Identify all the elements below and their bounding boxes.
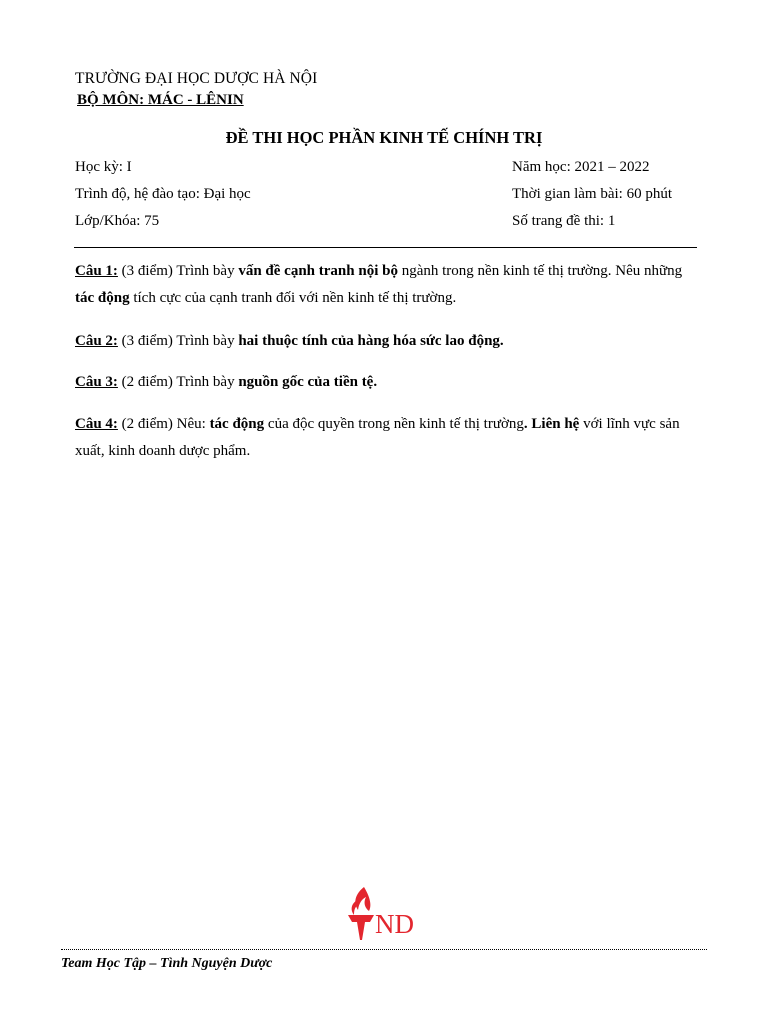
meta-right-column [512,157,672,238]
department-name: BỘ MÔN: MÁC - LÊNIN [77,92,244,108]
school-name: TRƯỜNG ĐẠI HỌC DƯỢC HÀ NỘI [75,70,318,87]
school-year: Năm học: 2021 – 2022 [512,159,650,175]
question-label: Câu 2: [75,333,118,349]
question-emphasis: tác động [209,416,265,432]
question-label: Câu 3: [75,374,118,390]
question-emphasis: vấn đề cạnh tranh nội bộ [238,263,398,279]
question-emphasis: tác động [75,290,130,306]
question-3 [75,369,700,396]
question-text: (2 điểm) Nêu: [117,416,210,432]
exam-duration: Thời gian làm bài: 60 phút [512,186,672,202]
semester: Học kỳ: I [75,159,132,175]
question-text: (2 điểm) Trình bày [117,374,239,390]
question-text: ngành trong nền kinh tế thị trường. Nêu những [397,263,683,279]
team-logo [344,884,428,942]
footer-divider [61,949,707,950]
question-emphasis: hai thuộc tính của hàng hóa sức lao động. [238,333,504,349]
question-emphasis: nguồn gốc của tiền tệ. [238,374,378,390]
footer-text: Team Học Tập – Tình Nguyện Dược [61,956,273,971]
header-divider [74,247,697,248]
question-label: Câu 1: [75,263,118,279]
question-4 [75,411,700,465]
question-label: Câu 4: [75,416,118,432]
page-count: Số trang đề thi: 1 [512,213,616,229]
class-cohort: Lớp/Khóa: 75 [75,213,160,229]
training-level: Trình độ, hệ đào tạo: Đại học [75,186,251,202]
question-text: (3 điểm) Trình bày [117,333,239,349]
question-text: với lĩnh vực sản xuất, kinh doanh dược phẩm. [75,416,680,459]
torch-icon [348,887,374,940]
question-1 [75,258,700,312]
meta-left-column [75,157,251,238]
question-text: tích cực của cạnh tranh đối với nền kinh tế thị trường. [129,290,457,306]
question-2 [75,328,700,355]
question-emphasis: . Liên hệ [523,416,580,432]
question-text: (3 điểm) Trình bày [117,263,239,279]
logo-text: ND [375,909,414,939]
question-text: của độc quyền trong nền kinh tế thị trường [264,416,524,432]
exam-title: ĐỀ THI HỌC PHẦN KINH TẾ CHÍNH TRỊ [225,128,543,147]
